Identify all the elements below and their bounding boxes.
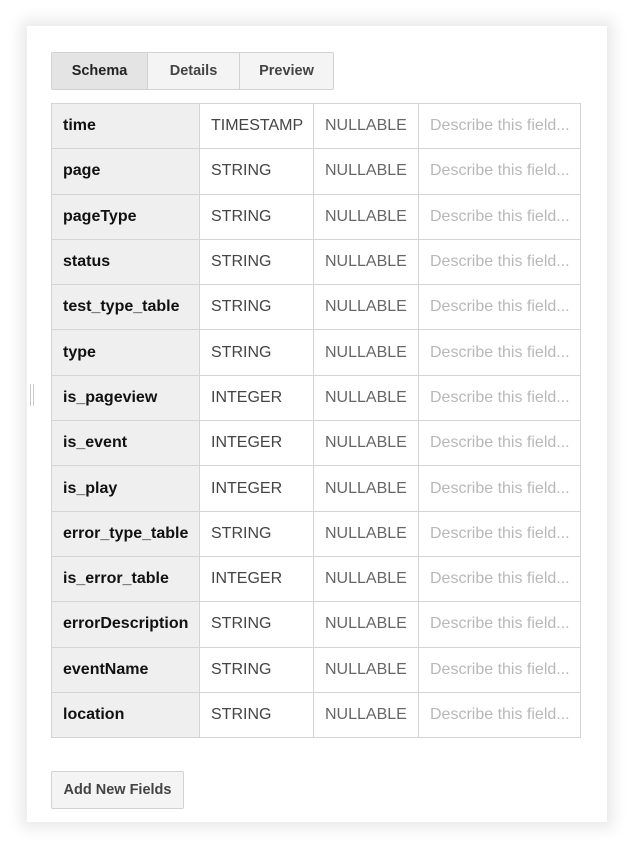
tab-details[interactable]: Details <box>147 53 239 89</box>
field-name-cell: page <box>52 149 200 194</box>
resize-handle[interactable] <box>30 384 34 406</box>
field-name-cell: status <box>52 239 200 284</box>
field-type-cell[interactable]: STRING <box>200 285 314 330</box>
add-new-fields-button[interactable]: Add New Fields <box>51 771 184 809</box>
field-mode-cell[interactable]: NULLABLE <box>314 194 419 239</box>
field-name-cell: is_error_table <box>52 556 200 601</box>
table-row <box>52 556 581 601</box>
field-name-cell: pageType <box>52 194 200 239</box>
table-row <box>52 375 581 420</box>
field-type-cell[interactable]: STRING <box>200 692 314 737</box>
field-description-input[interactable]: Describe this field... <box>419 692 581 737</box>
field-mode-cell[interactable]: NULLABLE <box>314 421 419 466</box>
field-name-cell: test_type_table <box>52 285 200 330</box>
tab-schema[interactable]: Schema <box>52 53 147 89</box>
field-description-input[interactable]: Describe this field... <box>419 511 581 556</box>
field-type-cell[interactable]: INTEGER <box>200 556 314 601</box>
field-name-cell: eventName <box>52 647 200 692</box>
table-row <box>52 330 581 375</box>
field-mode-cell[interactable]: NULLABLE <box>314 556 419 601</box>
field-mode-cell[interactable]: NULLABLE <box>314 285 419 330</box>
field-description-input[interactable]: Describe this field... <box>419 556 581 601</box>
field-type-cell[interactable]: INTEGER <box>200 375 314 420</box>
field-type-cell[interactable]: STRING <box>200 602 314 647</box>
field-mode-cell[interactable]: NULLABLE <box>314 330 419 375</box>
field-name-cell: is_play <box>52 466 200 511</box>
table-row <box>52 194 581 239</box>
table-row <box>52 692 581 737</box>
field-mode-cell[interactable]: NULLABLE <box>314 239 419 284</box>
table-row <box>52 602 581 647</box>
field-name-cell: is_event <box>52 421 200 466</box>
field-description-input[interactable]: Describe this field... <box>419 285 581 330</box>
field-mode-cell[interactable]: NULLABLE <box>314 511 419 556</box>
field-description-input[interactable]: Describe this field... <box>419 194 581 239</box>
table-row <box>52 285 581 330</box>
field-description-input[interactable]: Describe this field... <box>419 239 581 284</box>
field-mode-cell[interactable]: NULLABLE <box>314 466 419 511</box>
field-description-input[interactable]: Describe this field... <box>419 647 581 692</box>
field-name-cell: errorDescription <box>52 602 200 647</box>
table-row <box>52 421 581 466</box>
field-type-cell[interactable]: STRING <box>200 511 314 556</box>
field-description-input[interactable]: Describe this field... <box>419 104 581 149</box>
table-row <box>52 647 581 692</box>
field-description-input[interactable]: Describe this field... <box>419 330 581 375</box>
field-name-cell: location <box>52 692 200 737</box>
table-row <box>52 466 581 511</box>
tab-bar <box>51 52 334 90</box>
field-description-input[interactable]: Describe this field... <box>419 375 581 420</box>
table-row <box>52 104 581 149</box>
field-type-cell[interactable]: TIMESTAMP <box>200 104 314 149</box>
field-name-cell: error_type_table <box>52 511 200 556</box>
field-mode-cell[interactable]: NULLABLE <box>314 647 419 692</box>
field-description-input[interactable]: Describe this field... <box>419 421 581 466</box>
field-mode-cell[interactable]: NULLABLE <box>314 602 419 647</box>
field-type-cell[interactable]: STRING <box>200 239 314 284</box>
field-mode-cell[interactable]: NULLABLE <box>314 149 419 194</box>
tab-preview[interactable]: Preview <box>239 53 333 89</box>
field-type-cell[interactable]: STRING <box>200 194 314 239</box>
field-description-input[interactable]: Describe this field... <box>419 602 581 647</box>
table-row <box>52 239 581 284</box>
table-row <box>52 511 581 556</box>
schema-table <box>51 103 581 738</box>
field-type-cell[interactable]: STRING <box>200 330 314 375</box>
field-name-cell: time <box>52 104 200 149</box>
field-name-cell: is_pageview <box>52 375 200 420</box>
field-type-cell[interactable]: STRING <box>200 647 314 692</box>
field-type-cell[interactable]: INTEGER <box>200 466 314 511</box>
field-mode-cell[interactable]: NULLABLE <box>314 375 419 420</box>
field-mode-cell[interactable]: NULLABLE <box>314 692 419 737</box>
field-description-input[interactable]: Describe this field... <box>419 466 581 511</box>
field-type-cell[interactable]: STRING <box>200 149 314 194</box>
field-description-input[interactable]: Describe this field... <box>419 149 581 194</box>
field-name-cell: type <box>52 330 200 375</box>
table-row <box>52 149 581 194</box>
field-type-cell[interactable]: INTEGER <box>200 421 314 466</box>
field-mode-cell[interactable]: NULLABLE <box>314 104 419 149</box>
